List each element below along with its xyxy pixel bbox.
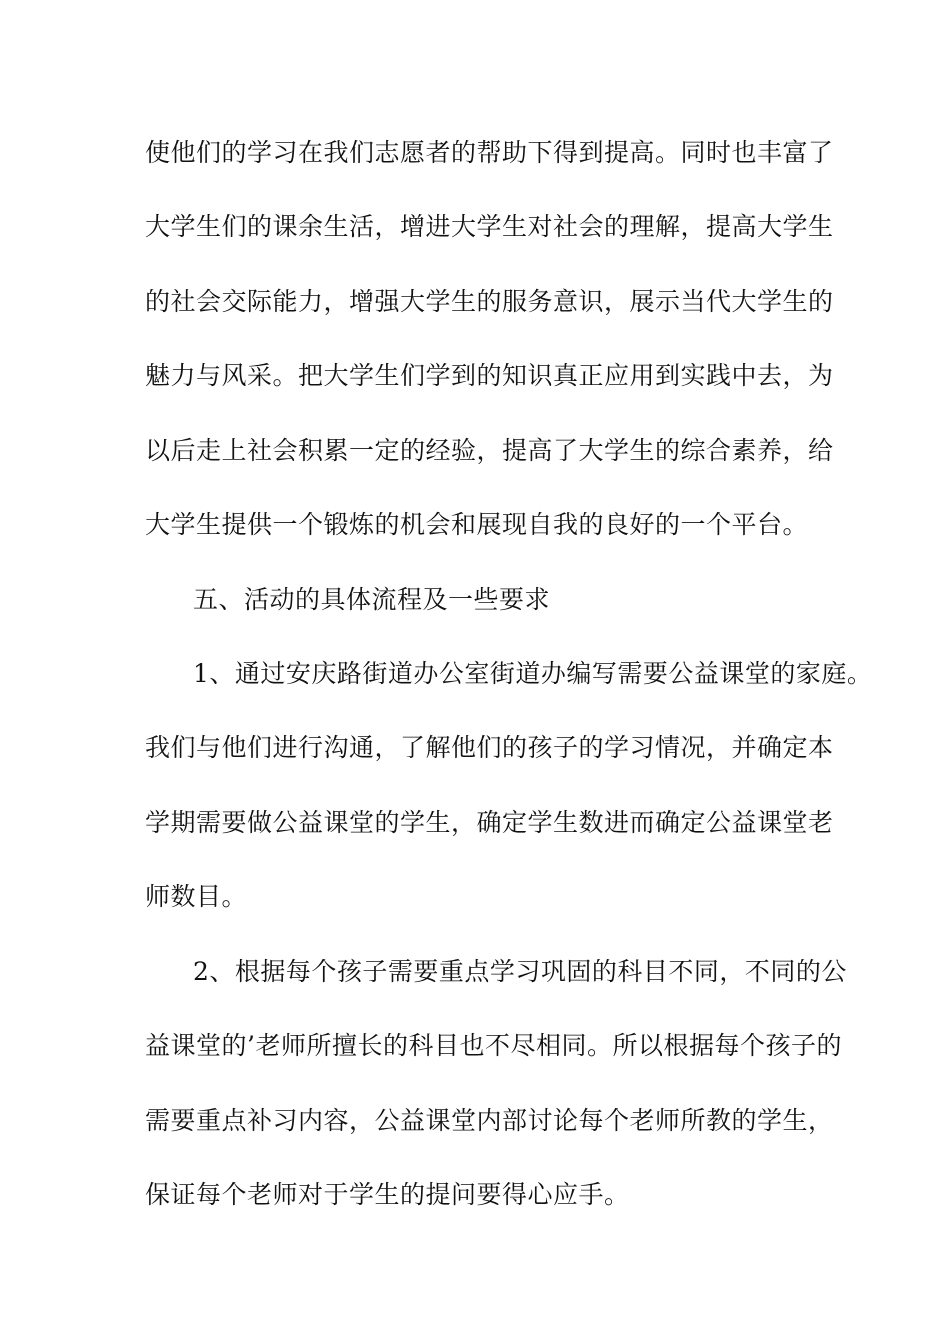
list-item-2-line: 2、根据每个孩子需要重点学习巩固的科目不同，不同的公 (193, 957, 847, 986)
paragraph-line: 学期需要做公益课堂的学生，确定学生数进而确定公益课堂老 (145, 808, 834, 837)
paragraph-line: 使他们的学习在我们志愿者的帮助下得到提高。同时也丰富了 (145, 138, 834, 167)
list-item-1-line: 1、通过安庆路街道办公室街道办编写需要公益课堂的家庭。 (193, 659, 873, 688)
paragraph-line: 魅力与风采。把大学生们学到的知识真正应用到实践中去，为 (145, 361, 834, 390)
paragraph-line: 师数目。 (145, 882, 248, 911)
paragraph-line: 益课堂的’老师所擅长的科目也不尽相同。所以根据每个孩子的 (145, 1031, 842, 1060)
paragraph-line: 需要重点补习内容，公益课堂内部讨论每个老师所教的学生， (145, 1106, 834, 1135)
paragraph-line: 大学生们的课余生活，增进大学生对社会的理解，提高大学生 (145, 212, 834, 241)
paragraph-line: 的社会交际能力，增强大学生的服务意识，展示当代大学生的 (145, 287, 834, 316)
paragraph-line: 我们与他们进行沟通，了解他们的孩子的学习情况，并确定本 (145, 733, 834, 762)
section-heading: 五、活动的具体流程及一些要求 (193, 585, 551, 614)
paragraph-line: 以后走上社会积累一定的经验，提高了大学生的综合素养，给 (145, 436, 834, 465)
paragraph-line: 保证每个老师对于学生的提问要得心应手。 (145, 1180, 630, 1209)
paragraph-line: 大学生提供一个锻炼的机会和展现自我的良好的一个平台。 (145, 510, 809, 539)
